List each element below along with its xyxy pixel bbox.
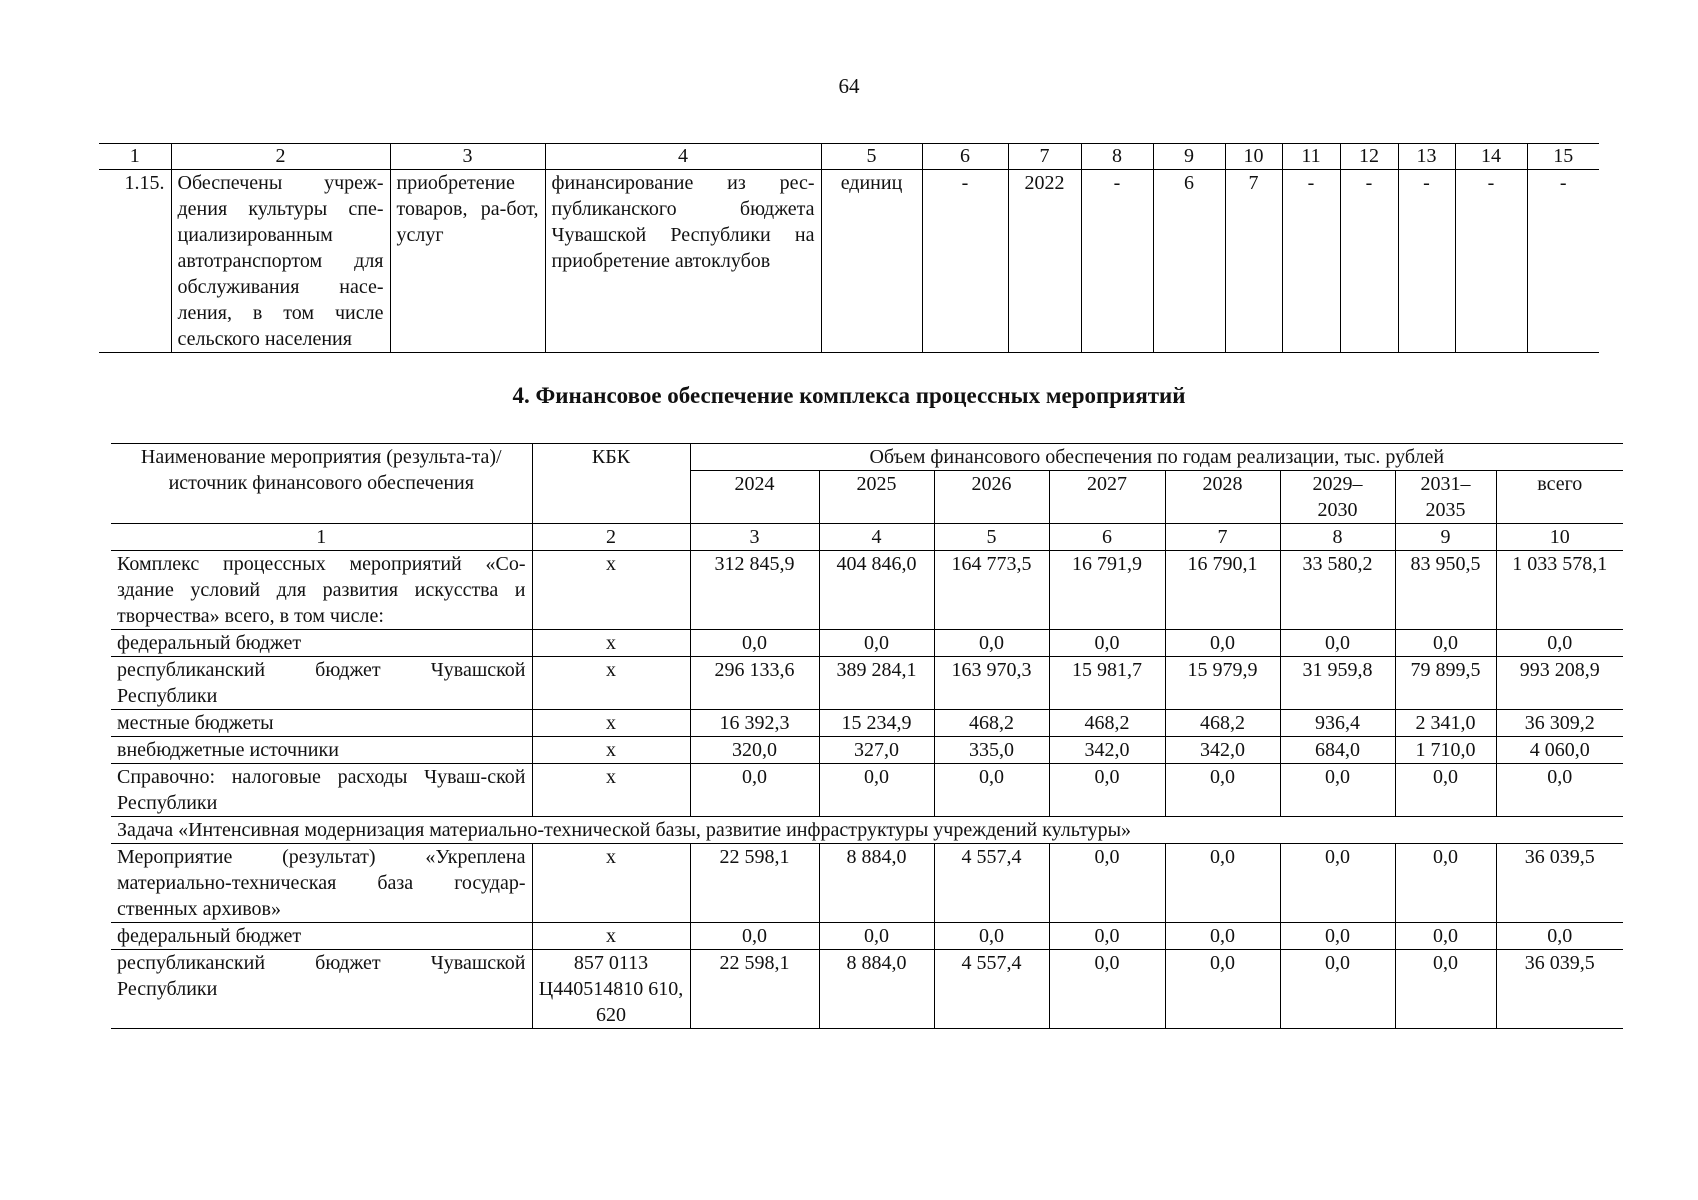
kbk-cell: x	[532, 923, 690, 950]
table-row	[111, 923, 1623, 950]
table2-rows-task	[111, 844, 1623, 1029]
value-cell: 4 557,4	[934, 844, 1049, 923]
value-cell: 0,0	[1280, 950, 1395, 1029]
table-row	[111, 764, 1623, 817]
column-number: 9	[1395, 524, 1496, 551]
value-cell: 468,2	[934, 710, 1049, 737]
value-cell: 0,0	[1395, 844, 1496, 923]
unit-cell: единиц	[821, 170, 922, 353]
column-number: 10	[1496, 524, 1623, 551]
value-cell: 4 060,0	[1496, 737, 1623, 764]
value-cell: 312 845,9	[690, 551, 819, 630]
value-cell: 164 773,5	[934, 551, 1049, 630]
table1-header-row	[99, 144, 1599, 170]
column-number: 8	[1280, 524, 1395, 551]
column-number: 15	[1527, 144, 1599, 170]
column-number: 13	[1398, 144, 1455, 170]
value-cell: 296 133,6	[690, 657, 819, 710]
table1-row	[99, 170, 1599, 353]
column-number: 1	[111, 524, 532, 551]
cell-15: -	[1527, 170, 1599, 353]
value-cell: 936,4	[1280, 710, 1395, 737]
column-number: 7	[1165, 524, 1280, 551]
value-cell: 0,0	[819, 764, 934, 817]
year-header: 2029–2030	[1280, 471, 1395, 524]
value-cell: 389 284,1	[819, 657, 934, 710]
table2-header-row	[111, 444, 1623, 471]
cell-14: -	[1455, 170, 1527, 353]
value-cell: 468,2	[1165, 710, 1280, 737]
value-cell: 0,0	[1395, 950, 1496, 1029]
description-cell: финансирование из рес-публиканского бюджета Чувашской Республики на приобретение автоклубов	[545, 170, 821, 353]
value-cell: 0,0	[690, 630, 819, 657]
name-header: Наименование мероприятия (результа-та)/источник финансового обеспечения	[111, 444, 532, 524]
value-cell: 0,0	[1049, 950, 1165, 1029]
value-cell: 0,0	[934, 923, 1049, 950]
year-header: 2027	[1049, 471, 1165, 524]
column-number: 10	[1225, 144, 1282, 170]
row-name: республиканский бюджет Чувашской Республики	[111, 657, 532, 710]
value-cell: 83 950,5	[1395, 551, 1496, 630]
value-cell: 36 039,5	[1496, 844, 1623, 923]
row-name: федеральный бюджет	[111, 923, 532, 950]
cell-11: -	[1282, 170, 1340, 353]
value-cell: 0,0	[1496, 630, 1623, 657]
kbk-cell: x	[532, 764, 690, 817]
section-title: 4. Финансовое обеспечение комплекса процессных мероприятий	[512, 383, 1186, 408]
column-number: 2	[171, 144, 390, 170]
column-number: 2	[532, 524, 690, 551]
value-cell: 327,0	[819, 737, 934, 764]
value-cell: 0,0	[1165, 764, 1280, 817]
column-number: 3	[690, 524, 819, 551]
table-row	[111, 710, 1623, 737]
row-name: внебюджетные источники	[111, 737, 532, 764]
value-cell: 33 580,2	[1280, 551, 1395, 630]
year-header: 2028	[1165, 471, 1280, 524]
value-cell: 4 557,4	[934, 950, 1049, 1029]
column-number: 9	[1153, 144, 1225, 170]
cell-7: 2022	[1008, 170, 1081, 353]
value-cell: 0,0	[1165, 923, 1280, 950]
financing-table	[111, 443, 1623, 1029]
table-row	[111, 630, 1623, 657]
value-cell: 16 791,9	[1049, 551, 1165, 630]
column-number: 7	[1008, 144, 1081, 170]
value-cell: 0,0	[1049, 844, 1165, 923]
value-cell: 0,0	[1395, 630, 1496, 657]
year-header: 2024	[690, 471, 819, 524]
kbk-cell: x	[532, 844, 690, 923]
value-cell: 22 598,1	[690, 844, 819, 923]
cell-8: -	[1081, 170, 1153, 353]
column-number: 6	[1049, 524, 1165, 551]
cell-10: 7	[1225, 170, 1282, 353]
result-cell: Обеспечены учреж-дения культуры спе-циализированным автотранспортом для обслуживания насе-ления, в том числе сельского населения	[171, 170, 390, 353]
task-cell: Задача «Интенсивная модернизация материально-технической базы, развитие инфраструктуры учреждений культуры»	[111, 817, 1623, 844]
kbk-cell: x	[532, 630, 690, 657]
year-header: 2026	[934, 471, 1049, 524]
row-name: Мероприятие (результат) «Укреплена материально-техническая база государ-ственных архивов»	[111, 844, 532, 923]
column-number: 3	[390, 144, 545, 170]
column-number: 14	[1455, 144, 1527, 170]
value-cell: 0,0	[690, 923, 819, 950]
year-header: 2025	[819, 471, 934, 524]
value-cell: 0,0	[1496, 764, 1623, 817]
column-number: 5	[821, 144, 922, 170]
value-cell: 36 039,5	[1496, 950, 1623, 1029]
column-number: 12	[1340, 144, 1398, 170]
row-name: местные бюджеты	[111, 710, 532, 737]
value-cell: 1 710,0	[1395, 737, 1496, 764]
cell-12: -	[1340, 170, 1398, 353]
value-cell: 2 341,0	[1395, 710, 1496, 737]
column-number: 5	[934, 524, 1049, 551]
column-number: 4	[819, 524, 934, 551]
cell-13: -	[1398, 170, 1455, 353]
measures-table	[99, 143, 1599, 353]
value-cell: 1 033 578,1	[1496, 551, 1623, 630]
kbk-cell: x	[532, 737, 690, 764]
value-cell: 0,0	[690, 764, 819, 817]
value-cell: 16 790,1	[1165, 551, 1280, 630]
kbk-cell: x	[532, 551, 690, 630]
row-number: 1.15.	[99, 170, 171, 353]
page-number: 64	[838, 74, 860, 98]
column-number: 6	[922, 144, 1008, 170]
table-row	[111, 737, 1623, 764]
column-numbers-row	[111, 524, 1623, 551]
kbk-cell: x	[532, 710, 690, 737]
value-cell: 0,0	[819, 630, 934, 657]
kbk-cell: 857 0113 Ц440514810 610, 620	[532, 950, 690, 1029]
value-cell: 468,2	[1049, 710, 1165, 737]
value-cell: 22 598,1	[690, 950, 819, 1029]
year-header: 2031–2035	[1395, 471, 1496, 524]
value-cell: 404 846,0	[819, 551, 934, 630]
value-cell: 0,0	[1049, 764, 1165, 817]
cell-6: -	[922, 170, 1008, 353]
value-cell: 0,0	[819, 923, 934, 950]
value-cell: 15 979,9	[1165, 657, 1280, 710]
total-header: всего	[1496, 471, 1623, 524]
value-cell: 15 234,9	[819, 710, 934, 737]
value-cell: 163 970,3	[934, 657, 1049, 710]
value-cell: 0,0	[1049, 630, 1165, 657]
value-cell: 342,0	[1049, 737, 1165, 764]
value-cell: 0,0	[1280, 764, 1395, 817]
value-cell: 335,0	[934, 737, 1049, 764]
column-number: 8	[1081, 144, 1153, 170]
table2-rows	[111, 551, 1623, 817]
value-cell: 993 208,9	[1496, 657, 1623, 710]
column-number: 4	[545, 144, 821, 170]
value-cell: 79 899,5	[1395, 657, 1496, 710]
value-cell: 0,0	[1165, 630, 1280, 657]
row-name: Справочно: налоговые расходы Чуваш-ской Республики	[111, 764, 532, 817]
value-cell: 0,0	[1165, 844, 1280, 923]
value-cell: 0,0	[1395, 923, 1496, 950]
value-cell: 0,0	[1496, 923, 1623, 950]
value-cell: 0,0	[1280, 844, 1395, 923]
table-row	[111, 657, 1623, 710]
column-number: 11	[1282, 144, 1340, 170]
row-name: федеральный бюджет	[111, 630, 532, 657]
value-cell: 16 392,3	[690, 710, 819, 737]
kbk-cell: x	[532, 657, 690, 710]
task-row	[111, 817, 1623, 844]
value-cell: 0,0	[934, 630, 1049, 657]
value-cell: 684,0	[1280, 737, 1395, 764]
value-cell: 0,0	[1280, 630, 1395, 657]
value-cell: 320,0	[690, 737, 819, 764]
value-cell: 31 959,8	[1280, 657, 1395, 710]
row-name: Комплекс процессных мероприятий «Со-здание условий для развития искусства и творчества» всего, в том числе:	[111, 551, 532, 630]
row-name: республиканский бюджет Чувашской Республики	[111, 950, 532, 1029]
value-cell: 8 884,0	[819, 844, 934, 923]
table-row	[111, 551, 1623, 630]
kbk-header: КБК	[532, 444, 690, 524]
value-cell: 0,0	[1395, 764, 1496, 817]
cell-9: 6	[1153, 170, 1225, 353]
value-cell: 8 884,0	[819, 950, 934, 1029]
value-cell: 36 309,2	[1496, 710, 1623, 737]
value-cell: 15 981,7	[1049, 657, 1165, 710]
type-cell: приобретение товаров, ра-бот, услуг	[390, 170, 545, 353]
table-row	[111, 844, 1623, 923]
value-cell: 342,0	[1165, 737, 1280, 764]
value-cell: 0,0	[934, 764, 1049, 817]
value-cell: 0,0	[1049, 923, 1165, 950]
value-cell: 0,0	[1165, 950, 1280, 1029]
table-row	[111, 950, 1623, 1029]
value-cell: 0,0	[1280, 923, 1395, 950]
volume-header: Объем финансового обеспечения по годам реализации, тыс. рублей	[690, 444, 1623, 471]
column-number: 1	[99, 144, 171, 170]
